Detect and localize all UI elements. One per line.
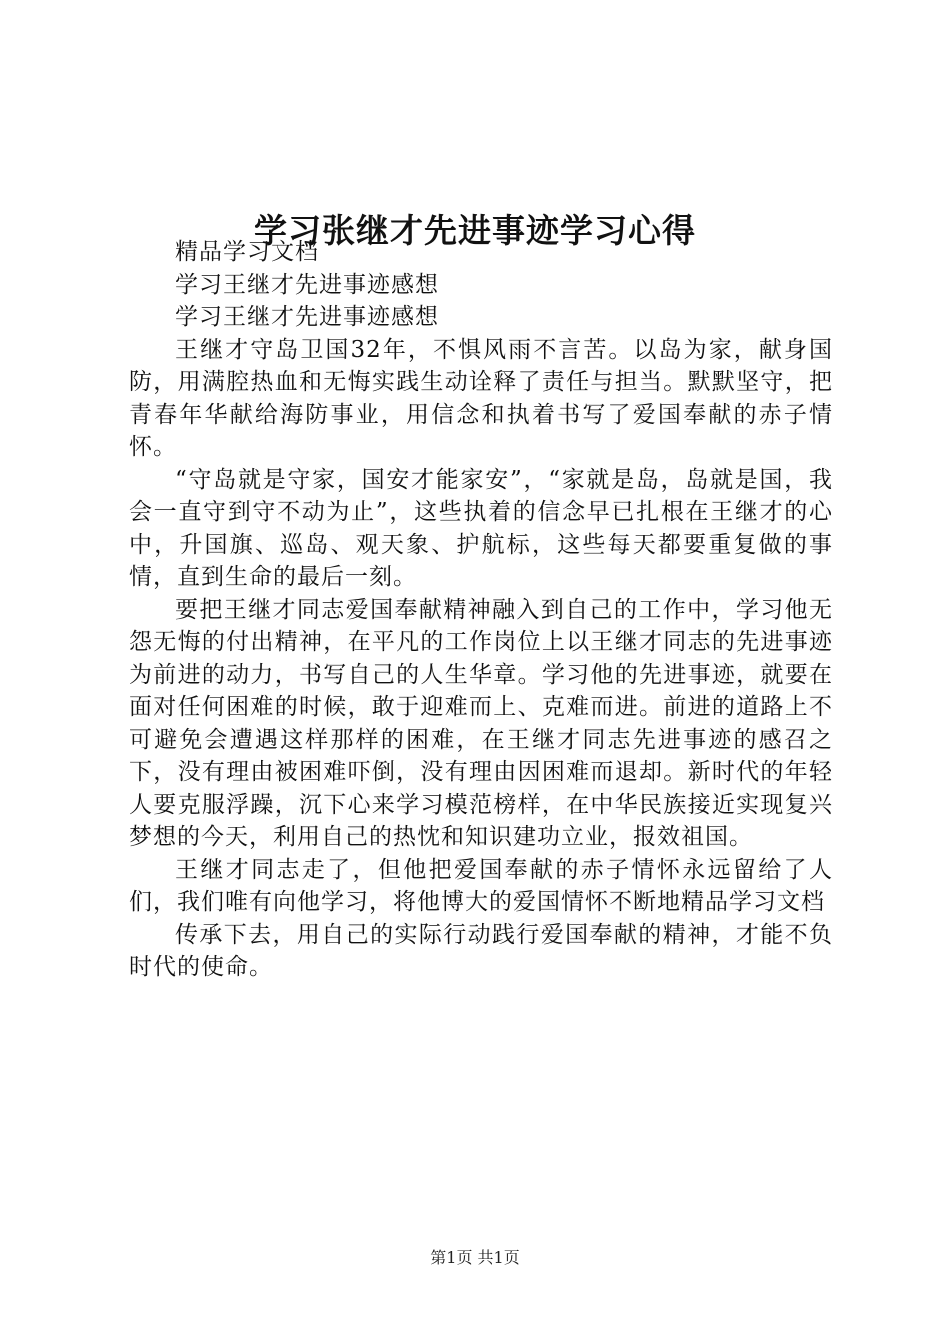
paragraph-body-5: 传承下去，用自己的实际行动践行爱国奉献的精神，才能不负时代的使命。 <box>129 921 833 980</box>
document-body <box>129 236 833 984</box>
paragraph-body-3: 要把王继才同志爱国奉献精神融入到自己的工作中，学习他无怨无悔的付出精神，在平凡的工作岗位上以王继才同志的先进事迹为前进的动力，书写自己的人生华章。学习他的先进事迹，就要在面对任何困难的时候，敢于迎难而上、克难而进。前进的道路上不可避免会遭遇这样那样的困难，在王继才同志先进事迹的感召之下，没有理由被困难吓倒，没有理由因困难而退却。新时代的年轻人要克服浮躁，沉下心来学习模范榜样，在中华民族接近实现复兴梦想的今天，利用自己的热忱和知识建功立业，报效祖国。 <box>129 596 833 850</box>
paragraph-subtitle: 学习王继才先进事迹感想 <box>175 271 439 298</box>
page-number-footer: 第1页 共1页 <box>430 1248 520 1267</box>
paragraph-body-2: “守岛就是守家，国安才能家安”，“家就是岛，岛就是国，我会一直守到守不动为止”，这些执着的信念早已扎根在王继才的心中，升国旗、巡岛、观天象、护航标，这些每天都要重复做的事情，直到生命的最后一刻。 <box>129 466 833 590</box>
paragraph-subtitle-repeat: 学习王继才先进事迹感想 <box>175 304 439 330</box>
document-title: 学习张继才先进事迹学习心得 <box>254 211 696 251</box>
paragraph-header-label: 精品学习文档 <box>175 239 319 265</box>
paragraph-body-4: 王继才同志走了，但他把爱国奉献的赤子情怀永远留给了人们，我们唯有向他学习，将他博大的爱国情怀不断地精品学习文档 <box>129 856 833 915</box>
paragraph-body-1: 王继才守岛卫国32年，不惧风雨不言苦。以岛为家，献身国防，用满腔热血和无悔实践生动诠释了责任与担当。默默坚守，把青春年华献给海防事业，用信念和执着书写了爱国奉献的赤子情怀。 <box>129 336 833 460</box>
